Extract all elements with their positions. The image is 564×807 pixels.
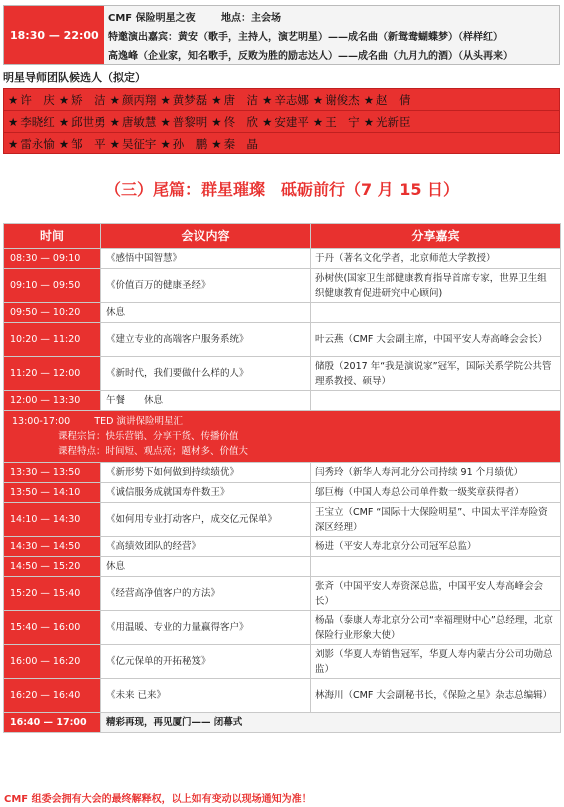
mentor-row — [4, 89, 559, 111]
mentor-list — [3, 88, 560, 154]
agenda-topic: 《新形势下如何做到持续绩优》 — [101, 463, 311, 483]
gala-place: 地点：主会场 — [221, 13, 282, 24]
mentor-name-text: 邱世勇 — [71, 114, 106, 129]
mentor-name-text: 普黎明 — [172, 114, 208, 129]
mentor-name — [160, 114, 207, 130]
agenda-time: 15:40 — 16:00 — [4, 611, 101, 645]
mentor-name — [211, 114, 258, 130]
agenda-time: 08:30 — 09:10 — [4, 249, 101, 269]
star-icon: ★ — [363, 92, 374, 107]
agenda-time: 11:20 — 12:00 — [4, 357, 101, 391]
agenda-topic: 《用温暖、专业的力量赢得客户》 — [101, 611, 311, 645]
agenda-speaker: 张斉（中国平安人寿资深总监，中国平安人寿高峰会会长） — [311, 577, 561, 611]
closing-row — [4, 713, 561, 733]
agenda-topic: 休息 — [101, 557, 311, 577]
agenda-row — [4, 679, 561, 713]
agenda-speaker: 杨晶（泰康人寿北京分公司“幸福理财中心”总经理，北京保险行业形象大使） — [311, 611, 561, 645]
mentor-name — [110, 114, 157, 130]
mentor-name — [110, 92, 157, 108]
star-icon: ★ — [363, 114, 374, 129]
mentor-name-text: 颜丙翔 — [121, 92, 157, 107]
agenda-time: 13:50 — 14:10 — [4, 483, 101, 503]
agenda-row — [4, 645, 561, 679]
agenda-topic: 《诚信服务成就国寿件数王》 — [101, 483, 311, 503]
agenda-speaker: 闫秀玲（新华人寿河北分公司持续 91 个月绩优） — [311, 463, 561, 483]
agenda-row — [4, 557, 561, 577]
mentor-name-text: 雷永愉 — [20, 137, 55, 151]
footer-note: CMF 组委会拥有大会的最终解释权，以上如有变动以现场通知为准！ — [4, 794, 312, 805]
mentor-team-title: 明星导师团队候选人（拟定） — [3, 71, 146, 84]
mentor-name — [8, 136, 55, 152]
mentor-name-text: 李晓红 — [20, 114, 55, 129]
agenda-topic: 《经营高净值客户的方法》 — [101, 577, 311, 611]
star-icon: ★ — [109, 137, 120, 151]
agenda-header-row — [4, 224, 561, 249]
agenda-row — [4, 503, 561, 537]
agenda-topic: 午餐 休息 — [101, 391, 311, 411]
agenda-topic: 《高绩效团队的经营》 — [101, 537, 311, 557]
agenda-speaker: 王宝立（CMF “国际十大保险明星”、中国太平洋寿险资深区经理） — [311, 503, 561, 537]
agenda-time: 14:10 — 14:30 — [4, 503, 101, 537]
ted-features: 课程特点：时间短、观点亮；题材多、价值大 — [58, 446, 249, 457]
agenda-topic: 《新时代，我们要做什么样的人》 — [101, 357, 311, 391]
agenda-time: 15:20 — 15:40 — [4, 577, 101, 611]
mentor-name-text: 唐敏慧 — [121, 114, 157, 129]
ted-block — [4, 411, 561, 463]
agenda-row — [4, 577, 561, 611]
mentor-row — [4, 111, 559, 133]
agenda-time: 10:20 — 11:20 — [4, 323, 101, 357]
agenda-row — [4, 537, 561, 557]
mentor-name-text: 安建平 — [274, 114, 309, 129]
agenda-topic: 《感悟中国智慧》 — [101, 249, 311, 269]
agenda-row — [4, 357, 561, 391]
mentor-name-text: 谢俊杰 — [325, 92, 360, 107]
agenda-time: 14:30 — 14:50 — [4, 537, 101, 557]
mentor-name — [59, 136, 106, 152]
agenda-speaker — [311, 557, 561, 577]
star-icon: ★ — [109, 92, 120, 107]
header-speaker: 分享嘉宾 — [311, 224, 561, 249]
ted-purpose: 课程宗旨：快乐营销、分享干货、传播价值 — [58, 431, 239, 442]
gala-details — [104, 6, 559, 64]
agenda-row — [4, 323, 561, 357]
agenda-speaker: 邬巨梅（中国人寿总公司单件数一级奖章获得者） — [311, 483, 561, 503]
mentor-name — [110, 136, 157, 152]
mentor-name — [59, 92, 106, 108]
star-icon: ★ — [58, 114, 70, 129]
agenda-speaker: 杨进（平安人寿北京分公司冠军总监） — [311, 537, 561, 557]
gala-time: 18:30 — 22:00 — [4, 6, 104, 64]
star-icon: ★ — [8, 137, 19, 151]
agenda-speaker — [311, 303, 561, 323]
agenda-time: 14:50 — 15:20 — [4, 557, 101, 577]
mentor-name-text: 许 庆 — [20, 92, 55, 107]
mentor-name — [8, 92, 55, 108]
star-icon: ★ — [58, 137, 70, 151]
star-icon: ★ — [211, 92, 222, 107]
gala-table — [3, 5, 560, 65]
agenda-speaker: 孙树侠(国家卫生部健康教育指导首席专家，世界卫生组织健康教育促进研究中心顾问) — [311, 269, 561, 303]
mentor-name-text: 秦 晶 — [223, 137, 259, 151]
agenda-row — [4, 303, 561, 323]
agenda-row — [4, 249, 561, 269]
mentor-name-text: 佟 欣 — [223, 114, 259, 129]
mentor-name — [211, 136, 258, 152]
agenda-topic: 《价值百万的健康圣经》 — [101, 269, 311, 303]
agenda-row — [4, 269, 561, 303]
mentor-name — [160, 92, 207, 108]
agenda-topic: 《建立专业的高端客户服务系统》 — [101, 323, 311, 357]
mentor-name-text: 王 宁 — [325, 114, 360, 129]
agenda-time: 13:30 — 13:50 — [4, 463, 101, 483]
star-icon: ★ — [211, 137, 222, 151]
mentor-name — [364, 114, 411, 130]
agenda-speaker: 林海川（CMF 大会副秘书长，《保险之星》杂志总编辑） — [311, 679, 561, 713]
mentor-name-text: 孙 鹏 — [172, 137, 208, 151]
mentor-name — [160, 136, 207, 152]
ted-time: 13:00-17:00 — [12, 416, 71, 427]
gala-guest-2: 高逸峰（企业家，知名歌手，反败为胜的励志达人）——成名曲（九月九的酒）（从头再来） — [108, 51, 513, 62]
star-icon: ★ — [312, 92, 324, 107]
mentor-name-text: 唐 洁 — [223, 92, 259, 107]
agenda-speaker: 储殷（2017 年“我是演说家”冠军，国际关系学院公共管理系教授、硕导） — [311, 357, 561, 391]
agenda-time: 09:50 — 10:20 — [4, 303, 101, 323]
star-icon: ★ — [8, 114, 19, 129]
agenda-time: 12:00 — 13:30 — [4, 391, 101, 411]
section-title: （三）尾篇：群星璀璨 砥砺前行（7 月 15 日） — [104, 180, 460, 199]
star-icon: ★ — [160, 137, 171, 151]
agenda-topic: 《未来 已来》 — [101, 679, 311, 713]
agenda-speaker: 于丹（著名文化学者，北京师范大学教授） — [311, 249, 561, 269]
mentor-name-text: 光新臣 — [376, 114, 411, 129]
mentor-name — [8, 114, 55, 130]
mentor-name — [262, 92, 309, 108]
agenda-speaker: 叶云燕（CMF 大会副主席，中国平安人寿高峰会会长） — [311, 323, 561, 357]
agenda-topic: 《亿元保单的开拓秘笈》 — [101, 645, 311, 679]
agenda-topic: 休息 — [101, 303, 311, 323]
mentor-name — [313, 114, 360, 130]
agenda-row — [4, 463, 561, 483]
mentor-name — [262, 114, 309, 130]
gala-guest-1: 特邀演出嘉宾：黄安（歌手，主持人，演艺明星）——成名曲（新鸳鸯蝴蝶梦）（样样红） — [108, 32, 503, 43]
mentor-row — [4, 133, 559, 155]
header-time: 时间 — [4, 224, 101, 249]
agenda-speaker: 刘影（华夏人寿销售冠军，华夏人寿内蒙古分公司功勋总监） — [311, 645, 561, 679]
star-icon: ★ — [312, 114, 324, 129]
ted-block-row — [4, 411, 561, 463]
mentor-name-text: 赵 倩 — [376, 92, 411, 107]
star-icon: ★ — [109, 114, 120, 129]
agenda-speaker — [311, 391, 561, 411]
agenda-time: 09:10 — 09:50 — [4, 269, 101, 303]
agenda-row — [4, 391, 561, 411]
ted-title: TED 演讲保险明星汇 — [94, 416, 183, 427]
agenda-table — [3, 223, 561, 733]
mentor-name-text: 矫 洁 — [71, 92, 106, 107]
star-icon: ★ — [262, 92, 273, 107]
star-icon: ★ — [58, 92, 70, 107]
mentor-name-text: 黄梦磊 — [172, 92, 208, 107]
closing-text: 精彩再现，再见厦门—— 闭幕式 — [101, 713, 561, 733]
mentor-name — [364, 92, 411, 108]
mentor-name — [59, 114, 106, 130]
mentor-name — [313, 92, 360, 108]
agenda-row — [4, 483, 561, 503]
star-icon: ★ — [211, 114, 222, 129]
agenda-time: 16:20 — 16:40 — [4, 679, 101, 713]
star-icon: ★ — [160, 114, 171, 129]
agenda-time: 16:00 — 16:20 — [4, 645, 101, 679]
star-icon: ★ — [262, 114, 273, 129]
mentor-name-text: 吴征宇 — [121, 137, 157, 151]
closing-time: 16:40 — 17:00 — [4, 713, 101, 733]
mentor-name — [211, 92, 258, 108]
mentor-name-text: 邹 平 — [71, 137, 106, 151]
gala-title: CMF 保险明星之夜 — [108, 13, 196, 24]
agenda-topic: 《如何用专业打动客户，成交亿元保单》 — [101, 503, 311, 537]
star-icon: ★ — [8, 92, 19, 107]
star-icon: ★ — [160, 92, 171, 107]
header-topic: 会议内容 — [101, 224, 311, 249]
mentor-name-text: 辛志娜 — [274, 92, 309, 107]
agenda-row — [4, 611, 561, 645]
